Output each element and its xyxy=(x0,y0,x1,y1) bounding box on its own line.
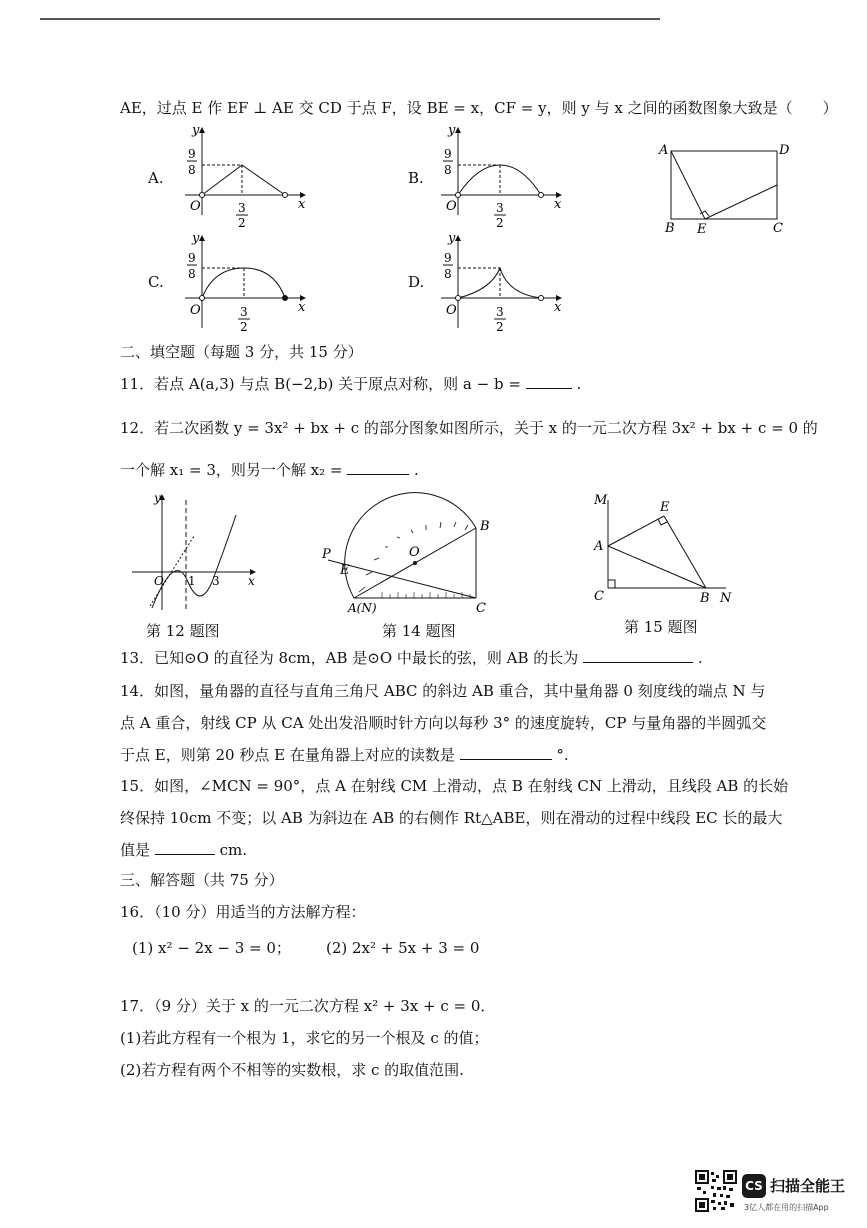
q10-text: AE，过点 E 作 EF ⊥ AE 交 CD 于点 F，设 BE = x，CF = y，则 y 与 x 之间的函数图象大致是（ ） xyxy=(120,99,838,117)
figure-15 xyxy=(588,490,738,610)
label-c: C xyxy=(594,589,604,604)
label-an: A(N) xyxy=(348,601,377,615)
option-a-label: A. xyxy=(148,169,164,187)
scanner-tagline: 3亿人都在用的扫描App xyxy=(744,1203,829,1212)
option-b-label: B. xyxy=(408,169,424,187)
q14-line1: 14．如图，量角器的直径与直角三角尺 ABC 的斜边 AB 重合，其中量角器 0 刻度线的端点 N 与 xyxy=(120,682,766,700)
q15-answer-blank[interactable] xyxy=(155,840,215,855)
frac-den: 8 xyxy=(444,163,452,177)
x-axis-label: x xyxy=(248,574,255,588)
xfrac-den: 2 xyxy=(238,216,246,230)
q11-text xyxy=(120,374,581,394)
tick-3: 3 xyxy=(212,574,220,588)
q12-answer-blank[interactable] xyxy=(347,460,409,475)
q15-stem: 值是 xyxy=(120,841,151,859)
x-axis-label: x xyxy=(554,197,562,212)
scanner-app-name: 扫描全能王 xyxy=(770,1177,846,1195)
label-e: E xyxy=(660,500,670,515)
xfrac-den: 2 xyxy=(496,320,504,334)
q15-line1: 15．如图，∠MCN = 90°，点 A 在射线 CM 上滑动，点 B 在射线 CN 上滑动，且线段 AB 的长始 xyxy=(120,777,789,795)
q14-line3 xyxy=(120,745,569,765)
label-e: E xyxy=(340,563,350,578)
x-axis-label: x xyxy=(554,300,562,315)
option-c-label: C. xyxy=(148,273,164,291)
graph-option-b xyxy=(436,120,566,230)
frac-num: 9 xyxy=(188,147,196,161)
figure-12-caption: 第 12 题图 xyxy=(146,622,220,640)
label-a: A xyxy=(659,143,669,158)
q11-end: . xyxy=(576,375,582,393)
xfrac-num: 3 xyxy=(496,305,504,319)
q11-answer-blank[interactable] xyxy=(526,374,572,389)
frac-num: 9 xyxy=(188,251,196,265)
q13-text xyxy=(120,648,703,668)
scanner-watermark xyxy=(742,1172,852,1216)
top-edge-line xyxy=(40,18,660,20)
qr-code-icon xyxy=(695,1170,737,1212)
figure-14 xyxy=(318,492,498,617)
q14-stem: 于点 E，则第 20 秒点 E 在量角器上对应的读数是 xyxy=(120,746,455,764)
q12-stem: 一个解 x₁ = 3，则另一个解 x₂ = xyxy=(120,461,343,479)
xfrac-den: 2 xyxy=(496,216,504,230)
q11-stem: 11．若点 A(a,3) 与点 B(−2,b) 关于原点对称，则 a − b = xyxy=(120,375,521,393)
label-b: B xyxy=(480,519,490,534)
q12-end: . xyxy=(414,461,419,479)
section-3-heading: 三、解答题（共 75 分） xyxy=(120,871,284,889)
option-d-label: D. xyxy=(408,273,425,291)
origin-label: O xyxy=(190,199,201,214)
xfrac-num: 3 xyxy=(496,201,504,215)
q13-stem: 13．已知⊙O 的直径为 8cm，AB 是⊙O 中最长的弦，则 AB 的长为 xyxy=(120,649,579,667)
y-axis-label: y xyxy=(192,123,200,138)
y-axis-label: y xyxy=(448,231,456,246)
label-o: O xyxy=(409,545,420,560)
figure-15-caption: 第 15 题图 xyxy=(624,618,698,636)
label-d: D xyxy=(779,143,790,158)
q14-end: °. xyxy=(556,746,569,764)
origin-label: O xyxy=(446,303,457,318)
figure-12 xyxy=(130,490,265,615)
label-b: B xyxy=(665,221,675,236)
label-c: C xyxy=(476,601,486,616)
x-axis-label: x xyxy=(298,300,306,315)
xfrac-den: 2 xyxy=(240,320,248,334)
label-m: M xyxy=(594,493,608,508)
q17-part1: (1)若此方程有一个根为 1，求它的另一个根及 c 的值； xyxy=(120,1029,489,1047)
q14-answer-blank[interactable] xyxy=(460,745,552,760)
q16-eq1: (1) x² − 2x − 3 = 0； xyxy=(132,939,291,957)
label-p: P xyxy=(322,547,331,562)
xfrac-num: 3 xyxy=(240,305,248,319)
origin-label: O xyxy=(154,574,164,588)
x-axis-label: x xyxy=(298,197,306,212)
frac-num: 9 xyxy=(444,147,452,161)
label-c: C xyxy=(773,221,783,236)
q16-title: 16．（10 分）用适当的方法解方程： xyxy=(120,903,366,921)
q12-line2 xyxy=(120,460,419,480)
q15-end: cm. xyxy=(219,841,247,859)
label-b: B xyxy=(700,591,710,606)
q16-eq2: (2) 2x² + 5x + 3 = 0 xyxy=(326,939,480,957)
origin-label: O xyxy=(190,303,201,318)
label-n: N xyxy=(720,591,732,606)
frac-num: 9 xyxy=(444,251,452,265)
q15-line2: 终保持 10cm 不变；以 AB 为斜边在 AB 的右侧作 Rt△ABE，则在滑动的过程中线段 EC 长的最大 xyxy=(120,809,783,827)
frac-den: 8 xyxy=(444,267,452,281)
graph-option-c xyxy=(180,228,310,338)
graph-option-d xyxy=(436,228,566,338)
frac-den: 8 xyxy=(188,163,196,177)
frac-den: 8 xyxy=(188,267,196,281)
q13-answer-blank[interactable] xyxy=(583,648,693,663)
y-axis-label: y xyxy=(192,231,200,246)
origin-label: O xyxy=(446,199,457,214)
figure-14-caption: 第 14 题图 xyxy=(382,622,456,640)
q14-line2: 点 A 重合，射线 CP 从 CA 处出发沿顺时针方向以每秒 3° 的速度旋转，CP 与量角器的半圆弧交 xyxy=(120,714,767,732)
label-a: A xyxy=(594,539,604,554)
q13-end: . xyxy=(697,649,703,667)
y-axis-label: y xyxy=(448,123,456,138)
y-axis-label: y xyxy=(154,491,161,505)
q17-part2: (2)若方程有两个不相等的实数根，求 c 的取值范围. xyxy=(120,1061,464,1079)
q12-line1: 12．若二次函数 y = 3x² + bx + c 的部分图象如图所示，关于 x 的一元二次方程 3x² + bx + c = 0 的 xyxy=(120,419,818,437)
q17-title: 17．（9 分）关于 x 的一元二次方程 x² + 3x + c = 0． xyxy=(120,997,496,1015)
graph-option-a xyxy=(180,120,310,230)
camscanner-logo-icon: CS xyxy=(742,1174,766,1198)
xfrac-num: 3 xyxy=(238,201,246,215)
rectangle-figure xyxy=(655,138,795,238)
tick-1: 1 xyxy=(188,574,196,588)
section-2-heading: 二、填空题（每题 3 分，共 15 分） xyxy=(120,343,363,361)
q15-line3 xyxy=(120,840,247,860)
label-e: E xyxy=(697,222,707,237)
